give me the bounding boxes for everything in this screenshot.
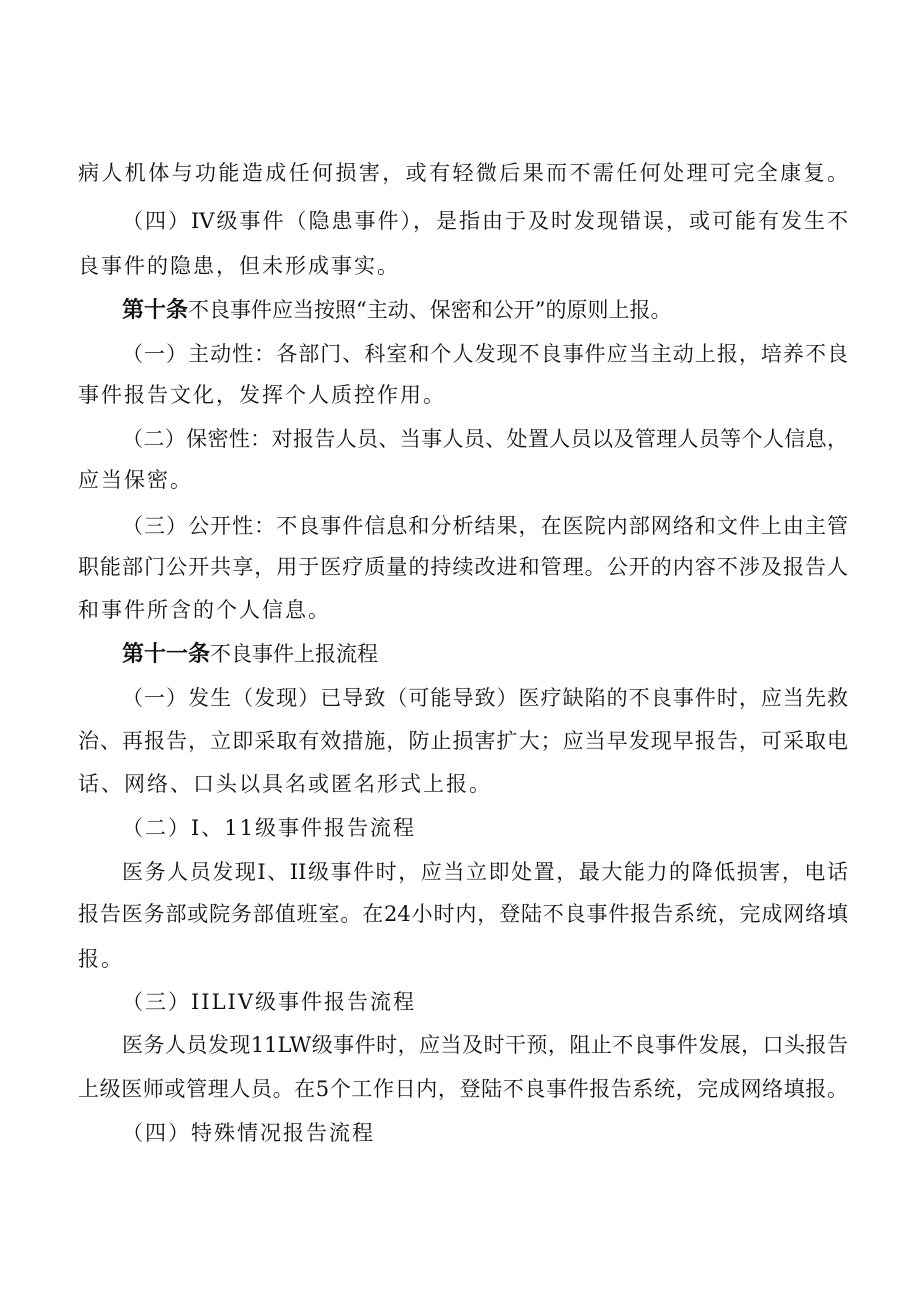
paragraph-line: 医务人员发现11LW级事件时，应当及时干预，阻止不良事件发展，口头报告 — [122, 1033, 848, 1057]
paragraph-line: 良事件的隐患，但未形成事实。 — [78, 254, 400, 278]
paragraph-line: 报告医务部或院务部值班室。在24小时内，登陆不良事件报告系统，完成网络填 — [78, 902, 848, 926]
paragraph-line: 医务人员发现I、II级事件时，应当立即处置，最大能力的降低损害，电话 — [122, 860, 848, 884]
article-10-text: 不良事件应当按照“主动、保密和公开”的原则上报。 — [188, 298, 672, 322]
paragraph-line: （一）主动性：各部门、科室和个人发现不良事件应当主动上报，培养不良 — [122, 342, 848, 366]
paragraph-line: （一）发生（发现）已导致（可能导致）医疗缺陷的不良事件时，应当先救 — [122, 686, 848, 710]
paragraph-line: 事件报告文化，发挥个人质控作用。 — [78, 383, 446, 407]
paragraph-line: （三）IILIV级事件报告流程 — [122, 990, 416, 1014]
paragraph-line: 上级医师或管理人员。在5个工作日内，登陆不良事件报告系统，完成网络填报。 — [78, 1077, 848, 1101]
article-11-label: 第十一条 — [122, 642, 211, 667]
paragraph-line: （二）保密性：对报告人员、当事人员、处置人员以及管理人员等个人信息， — [122, 427, 848, 451]
paragraph-line: 报。 — [78, 947, 124, 971]
paragraph-line: 应当保密。 — [78, 468, 193, 492]
article-11 — [122, 640, 848, 669]
article-10-label: 第十条 — [122, 298, 189, 323]
article-11-text: 不良事件上报流程 — [210, 642, 379, 666]
paragraph-line: （二）I、11级事件报告流程 — [122, 816, 417, 840]
paragraph-line: 治、再报告，立即采取有效措施，防止损害扩大；应当早发现早报告，可采取电 — [78, 729, 848, 753]
paragraph-line: （四）IV级事件（隐患事件），是指由于及时发现错误，或可能有发生不 — [122, 209, 848, 233]
paragraph-line: （三）公开性：不良事件信息和分析结果，在医院内部网络和文件上由主管 — [122, 514, 848, 538]
paragraph-line: 话、网络、口头以具名或匿名形式上报。 — [78, 772, 492, 796]
paragraph-line: 职能部门公开共享，用于医疗质量的持续改进和管理。公开的内容不涉及报告人 — [78, 555, 848, 579]
paragraph-line: 病人机体与功能造成任何损害，或有轻微后果而不需任何处理可完全康复。 — [78, 161, 848, 185]
paragraph-line: （四）特殊情况报告流程 — [122, 1121, 375, 1145]
paragraph-line: 和事件所含的个人信息。 — [78, 598, 331, 622]
article-10 — [122, 296, 848, 325]
